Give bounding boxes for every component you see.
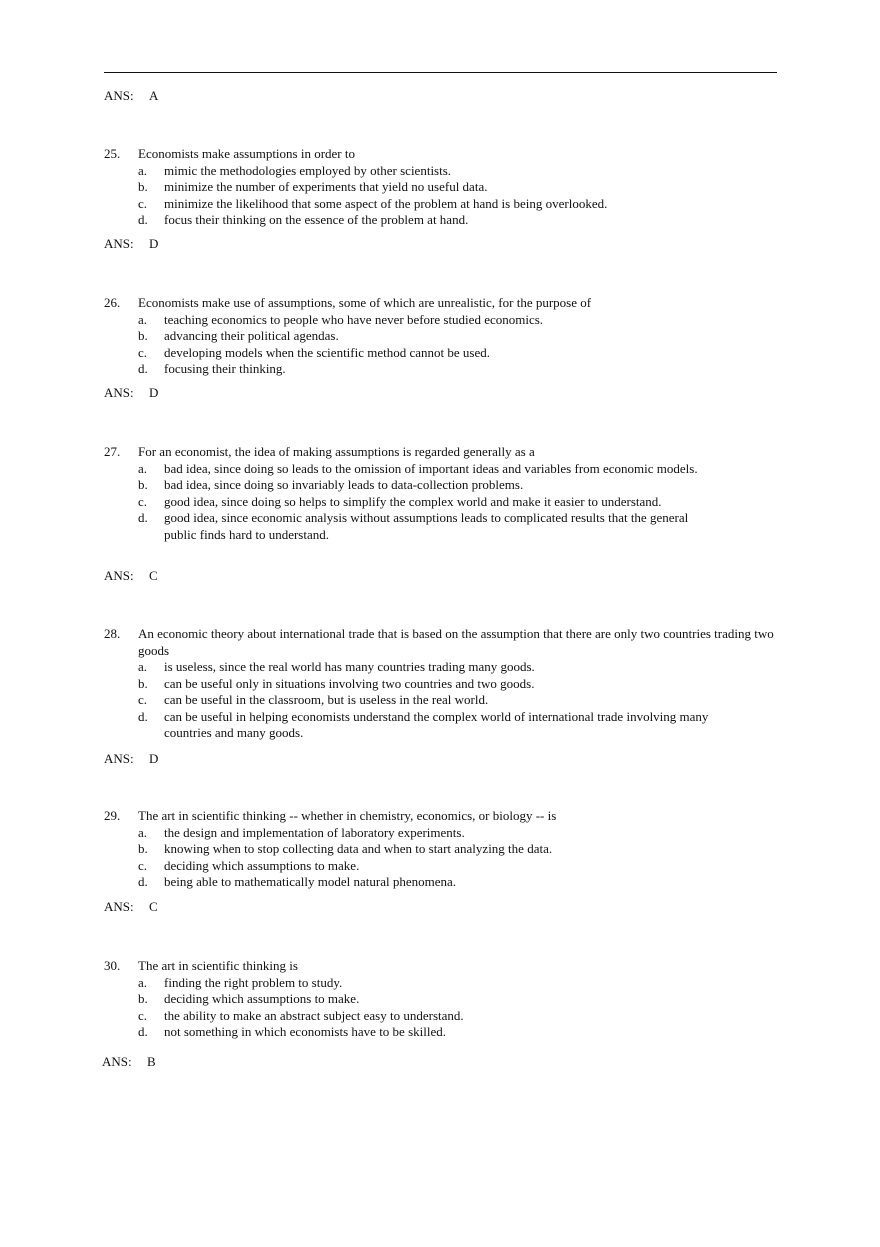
answer-label: ANS: (104, 568, 134, 583)
question-29 (104, 808, 784, 891)
option-b: b. can be useful only in situations involving two countries and two goods. (138, 675, 535, 691)
answer-25 (104, 236, 158, 253)
answer-29 (104, 899, 158, 916)
answer-label: ANS: (104, 88, 134, 103)
answer-label: ANS: (104, 236, 134, 251)
option-d: d. focus their thinking on the essence of the problem at hand. (138, 212, 469, 227)
question-stem: The art in scientific thinking is (138, 958, 298, 973)
option-b: b. advancing their political agendas. (138, 328, 339, 343)
question-stem: The art in scientific thinking -- whether in chemistry, economics, or biology -- is (138, 808, 557, 823)
option-a: a. is useless, since the real world has many countries trading many goods. (138, 659, 535, 674)
option-c: c. can be useful in the classroom, but is useless in the real world. (138, 692, 489, 707)
question-stem: For an economist, the idea of making assumptions is regarded generally as a (138, 444, 535, 459)
answer-label: ANS: (104, 899, 134, 914)
question-number: 29. (104, 808, 121, 823)
option-a: a. the design and implementation of laboratory experiments. (138, 824, 465, 840)
answer-value: D (149, 751, 159, 766)
option-d: d. being able to mathematically model natural phenomena. (138, 874, 457, 889)
option-c: c. the ability to make an abstract subject easy to understand. (138, 1007, 464, 1023)
option-a: a. finding the right problem to study. (138, 974, 343, 990)
question-28 (104, 626, 784, 742)
answer-value: A (149, 88, 159, 103)
question-number: 27. (104, 444, 121, 459)
answer-28 (104, 751, 158, 768)
question-number: 26. (104, 295, 121, 310)
question-26 (104, 295, 784, 378)
answer-27 (104, 568, 158, 585)
option-a: a. mimic the methodologies employed by other scientists. (138, 162, 452, 178)
question-number: 25. (104, 146, 121, 161)
option-a: a. teaching economics to people who have never before studied economics. (138, 311, 544, 327)
option-c: c. developing models when the scientific method cannot be used. (138, 344, 490, 360)
option-c: c. deciding which assumptions to make. (138, 857, 360, 873)
question-27 (104, 444, 784, 543)
answer-value: C (149, 899, 158, 914)
question-30 (104, 958, 784, 1041)
option-b: b. minimize the number of experiments that yield no useful data. (138, 179, 488, 194)
option-d: d. focusing their thinking. (138, 361, 286, 376)
answer-30 (102, 1054, 156, 1071)
question-stem: Economists make use of assumptions, some of which are unrealistic, for the purpose of (138, 295, 592, 310)
answer-value: D (149, 385, 159, 400)
answer-26 (104, 385, 158, 402)
option-c: c. good idea, since doing so helps to simplify the complex world and make it easier to understand. (138, 493, 662, 509)
question-25 (104, 146, 784, 229)
answer-label: ANS: (104, 385, 134, 400)
question-number: 30. (104, 958, 121, 973)
answer-value: B (147, 1054, 156, 1069)
option-b: b. deciding which assumptions to make. (138, 991, 360, 1006)
question-stem: Economists make assumptions in order to (138, 146, 356, 161)
answer-value: C (149, 568, 158, 583)
top-divider (104, 72, 777, 73)
option-d: d. can be useful in helping economists understand the complex world of international trade involving many countries and many goods. (138, 708, 709, 740)
option-b: b. bad idea, since doing so invariably leads to data-collection problems. (138, 477, 524, 492)
answer-label: ANS: (104, 751, 134, 766)
option-d: d. not something in which economists have to be skilled. (138, 1024, 446, 1039)
answer-value: D (149, 236, 159, 251)
option-b: b. knowing when to stop collecting data and when to start analyzing the data. (138, 841, 553, 856)
option-d: d. good idea, since economic analysis without assumptions leads to complicated results that the general public finds hard to understand. (138, 510, 689, 542)
option-c: c. minimize the likelihood that some aspect of the problem at hand is being overlooked. (138, 195, 608, 211)
question-stem: An economic theory about international trade that is based on the assumption that there are only two countries trading two goods (138, 626, 774, 658)
option-a: a. bad idea, since doing so leads to the omission of important ideas and variables from economic models. (138, 460, 698, 476)
question-number: 28. (104, 626, 121, 641)
answer-label: ANS: (102, 1054, 132, 1069)
previous-answer (104, 88, 158, 105)
